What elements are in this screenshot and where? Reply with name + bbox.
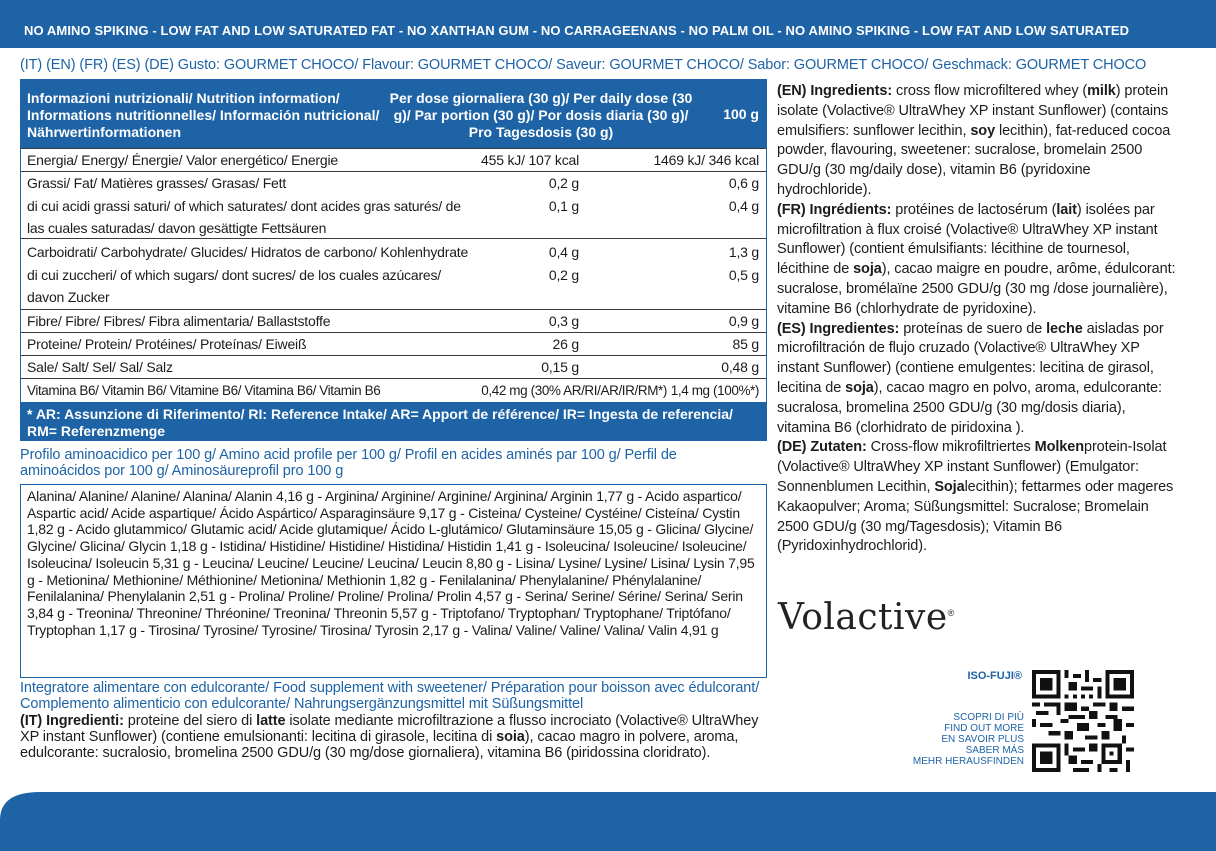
ingredients-fr-text: ), cacao maigre en poudre, arôme, édulcorant: sucralose, bromélaïne 2500 GDU/g (30 mg /dose journalière), vitamine B6 (chlorhydrate de pyridoxine). xyxy=(777,261,1176,317)
brand-name: Volactive xyxy=(778,597,948,638)
ingredients-it xyxy=(20,713,775,761)
find-out-line: FIND OUT MORE xyxy=(944,723,1024,734)
find-out-line: SABER MÁS xyxy=(965,745,1024,756)
nutrition-header-100g: 100 g xyxy=(723,106,759,122)
ingredients-fr-text: protéines de lactosérum ( xyxy=(891,201,1057,218)
ingredients-en-heading: (EN) Ingredients: xyxy=(777,83,893,99)
find-out-line: MEHR HERAUSFINDEN xyxy=(912,756,1024,767)
nutrition-table-header xyxy=(21,80,766,148)
allergen-soy: soja xyxy=(845,379,874,396)
table-row xyxy=(21,378,766,403)
ingredients-de-text: Cross-flow mikrofiltriertes xyxy=(866,439,1035,456)
find-out-more-text xyxy=(880,712,1024,767)
row-label: Carboidrati/ Carbohydrate/ Glucides/ Hidratos de carbono/ Kohlenhydrate xyxy=(27,244,469,260)
allergen-soy: soy xyxy=(970,122,996,139)
allergen-milk: latte xyxy=(256,713,286,729)
row-label: Sale/ Salt/ Sel/ Sal/ Salz xyxy=(27,359,173,375)
ingredients-fr-text: ) isolées par microfiltration à flux croisé (Volactive® UltraWhey XP instant Sunflower) (contient émulsifiants: lécithine de tournesol, lécithine de xyxy=(777,201,1158,278)
row-100g-value: 1469 kJ/ 346 kcal xyxy=(653,152,759,168)
row-100g-value: 1,3 g xyxy=(728,244,759,260)
iso-fuji-label: ISO-FUJI® xyxy=(967,670,1022,682)
ingredients-en-text: lecithin), fat-reduced cocoa powder, flavouring, sweetener: sucralose, bromelain 2500 GDU/g (30 mg/daily dose), vitamin B6 (pyridoxine hydrochloride). xyxy=(777,122,1171,198)
allergen-milk: Molken xyxy=(1034,439,1084,456)
row-label: Fibre/ Fibre/ Fibres/ Fibra alimentaria/ Ballaststoffe xyxy=(27,313,331,329)
allergen-milk: leche xyxy=(1046,320,1083,337)
table-row xyxy=(21,309,766,333)
row-dose-value: 26 g xyxy=(552,336,579,352)
table-row xyxy=(21,171,766,239)
ingredients-de xyxy=(777,438,1177,557)
allergen-milk: lait xyxy=(1056,201,1077,218)
amino-profile-title: Profilo aminoacidico per 100 g/ Amino acid profile per 100 g/ Profil en acides aminés par 100 g/ Perfil de aminoácidos por 100 g/ Aminosäureprofil pro 100 g xyxy=(20,447,677,479)
allergen-soy: soja xyxy=(853,261,882,278)
allergen-milk: milk xyxy=(1087,83,1116,99)
nutrition-footnote: * AR: Assunzione di Riferimento/ RI: Reference Intake/ AR= Apport de référence/ IR= Ingesta de referencia/ RM= Referenzmenge xyxy=(21,402,766,440)
claims-banner: NO AMINO SPIKING - LOW FAT AND LOW SATURATED FAT - NO XANTHAN GUM - NO CARRAGEENANS - NO PALM OIL - NO AMINO SPIKING - LOW FAT AND LOW SATURATED xyxy=(0,0,1216,48)
row-dose-value: 0,4 g xyxy=(548,244,579,260)
nutrition-header-dose: Per dose giornaliera (30 g)/ Per daily dose (30 g)/ Par portion (30 g)/ Por dosis diaria (30 g)/ Pro Tagesdosis (30 g) xyxy=(389,90,693,140)
ingredients-en xyxy=(777,82,1177,201)
row-dose-value: 0,2 g xyxy=(548,267,579,283)
ingredients-fr xyxy=(777,201,1177,320)
allergen-soy: Soja xyxy=(934,478,965,495)
row-100g-value: 0,48 g xyxy=(721,359,759,375)
row-dose-value: 0,2 g xyxy=(548,175,579,191)
row-label: di cui zuccheri/ of which sugars/ dont sucres/ de los cuales azúcares/ davon Zucker xyxy=(27,267,441,305)
row-dose-value: 0,15 g xyxy=(541,359,579,375)
ingredients-es-heading: (ES) Ingredientes: xyxy=(777,320,900,337)
row-100g-value: 0,9 g xyxy=(728,313,759,329)
find-out-line: EN SAVOIR PLUS xyxy=(941,734,1024,745)
table-row xyxy=(21,332,766,356)
table-row xyxy=(21,355,766,379)
row-label: Grassi/ Fat/ Matières grasses/ Grasas/ Fett xyxy=(27,175,287,191)
ingredients-fr-heading: (FR) Ingrédients: xyxy=(777,201,892,218)
table-row xyxy=(21,238,766,310)
row-100g-value: 1,4 mg (100%*) xyxy=(670,383,759,398)
ingredients-es-text: proteínas de suero de xyxy=(899,320,1047,337)
row-100g-value: 0,6 g xyxy=(728,175,759,191)
nutrition-header-label: Informazioni nutrizionali/ Nutrition information/ Informations nutritionnelles/ Información nutricional/ Nährwertinformationen xyxy=(27,90,380,140)
row-dose-value: 0,1 g xyxy=(548,198,579,214)
ingredients-en-text: ) protein isolate (Volactive® UltraWhey XP instant Sunflower) (contains emulsifiers: sunflower lecithin, xyxy=(777,83,1169,139)
ingredients-es-text: ), cacao magro en polvo, aroma, edulcorante: sucralosa, bromelina 2500 GDU/g (30 mg/dosis diaria), vitamina B6 (clorhidrato de piridoxina ). xyxy=(777,379,1162,436)
nutrition-table xyxy=(20,79,767,441)
ingredients-it-text: proteine del siero di xyxy=(123,713,257,729)
row-100g-value: 0,5 g xyxy=(728,267,759,283)
ingredients-de-text: protein-Isolat (Volactive® UltraWhey XP instant Sunflower) (Emulgator: Sonnenblumen Lecithin, xyxy=(777,439,1167,495)
table-row xyxy=(21,148,766,172)
ingredients-it-heading: (IT) Ingredienti: xyxy=(20,713,124,729)
flavour-line: (IT) (EN) (FR) (ES) (DE) Gusto: GOURMET CHOCO/ Flavour: GOURMET CHOCO/ Saveur: GOURMET CHOCO/ Sabor: GOURMET CHOCO/ Geschmack: GOURMET CHOCO xyxy=(20,57,1147,73)
registered-mark: ® xyxy=(947,608,955,618)
supplement-statement: Integratore alimentare con edulcorante/ Food supplement with sweetener/ Préparation pour boisson avec édulcorant/ Complemento alimenticio con edulcorante/ Nahrungsergänzungsmittel mit Süßungsmittel xyxy=(20,680,760,712)
qr-code[interactable] xyxy=(1032,670,1134,772)
bottom-wave-band xyxy=(0,780,1216,851)
row-100g-value: 0,4 g xyxy=(728,198,759,214)
row-label: di cui acidi grassi saturi/ of which saturates/ dont acides gras saturés/ de las cuales saturadas/ davon gesättigte Fettsäuren xyxy=(27,198,461,236)
row-100g-value: 85 g xyxy=(732,336,759,352)
ingredients-column xyxy=(777,82,1177,557)
ingredients-es-text: aisladas por microfiltración de flujo cruzado (Volactive® UltraWhey XP instant Sunflower) (contiene emulgentes: lecitina de girasol, lecitina de xyxy=(777,320,1164,396)
ingredients-en-text: cross flow microfiltered whey ( xyxy=(892,83,1088,99)
row-label: Proteine/ Protein/ Protéines/ Proteínas/ Eiweiß xyxy=(27,336,307,352)
row-dose-value: 0,42 mg (30% AR/RI/AR/IR/RM*) xyxy=(481,383,667,398)
row-dose-value: 0,3 g xyxy=(548,313,579,329)
row-dose-value: 455 kJ/ 107 kcal xyxy=(481,152,579,168)
ingredients-de-heading: (DE) Zutaten: xyxy=(777,439,867,456)
ingredients-es xyxy=(777,320,1177,439)
ingredients-it-text: ), cacao magro in polvere, aroma, edulcorante: sucralosio, bromelina 2500 GDU/g (30 mg/dose giornaliera), vitamina B6 (piridossina cloridrato). xyxy=(20,729,739,761)
ingredients-it-text: isolate mediante microfiltrazione a flusso incrociato (Volactive® UltraWhey XP instant Sunflower) (contiene emulsionanti: lecitina di girasole, lecitina di xyxy=(20,713,759,745)
volactive-logo xyxy=(778,597,955,638)
allergen-soy: soia xyxy=(496,729,525,745)
row-label: Vitamina B6/ Vitamin B6/ Vitamine B6/ Vitamina B6/ Vitamin B6 xyxy=(27,383,381,398)
ingredients-de-text: lecithin); fettarmes oder mageres Kakaopulver; Aroma; Süßungsmittel: Sucralose; Bromelain 2500 GDU/g (30 mg/Tagesdosis); Vitamin B6 (Pyridoxinhydrochlorid). xyxy=(777,478,1174,555)
amino-profile-text: Alanina/ Alanine/ Alanine/ Alanina/ Alanin 4,16 g - Arginina/ Arginine/ Arginine/ Arginina/ Arginin 1,77 g - Acido aspartico/ Aspartic acid/ Acide aspartique/ Ácido Aspártico/ Asparaginsäure 9,17 g - Cisteina/ Cysteine/ Cystéine/ Cisteína/ Cystin 1,82 g - Acido glutammico/ Glutamic acid/ Acide glutamique/ Ácido L-glutámico/ Glutaminsäure 15,05 g - Glicina/ Glycine/ Glycine/ Glicina/ Glycin 1,18 g - Istidina/ Histidine/ Histidine/ Histidina/ Histidin 1,41 g - Isoleucina/ Isoleucine/ Isoleucine/ Isoleucina/ Isoleucin 5,31 g - Leucina/ Leucine/ Leucine/ Leucina/ Leucin 8,80 g - Lisina/ Lysine/ Lysine/ Lisina/ Lysin 7,95 g - Metionina/ Methionine/ Méthionine/ Metionina/ Methionin 1,82 g - Fenilalanina/ Phenylalanine/ Phénylalanine/ Fenilalanina/ Phenylalanin 2,51 g - Prolina/ Proline/ Proline/ Prolina/ Prolin 4,57 g - Serina/ Serine/ Sérine/ Serina/ Serin 3,84 g - Treonina/ Threonine/ Thréonine/ Treonina/ Threonin 5,57 g - Triptofano/ Tryptophan/ Tryptophane/ Triptófano/ Tryptophan 1,17 g - Tirosina/ Tyrosine/ Tyrosine/ Tirosina/ Tyrosin 2,17 g - Valina/ Valine/ Valine/ Valina/ Valin 4,91 g xyxy=(20,484,767,678)
row-label: Energia/ Energy/ Énergie/ Valor energético/ Energie xyxy=(27,152,338,168)
find-out-line: SCOPRI DI PIÙ xyxy=(953,712,1024,723)
